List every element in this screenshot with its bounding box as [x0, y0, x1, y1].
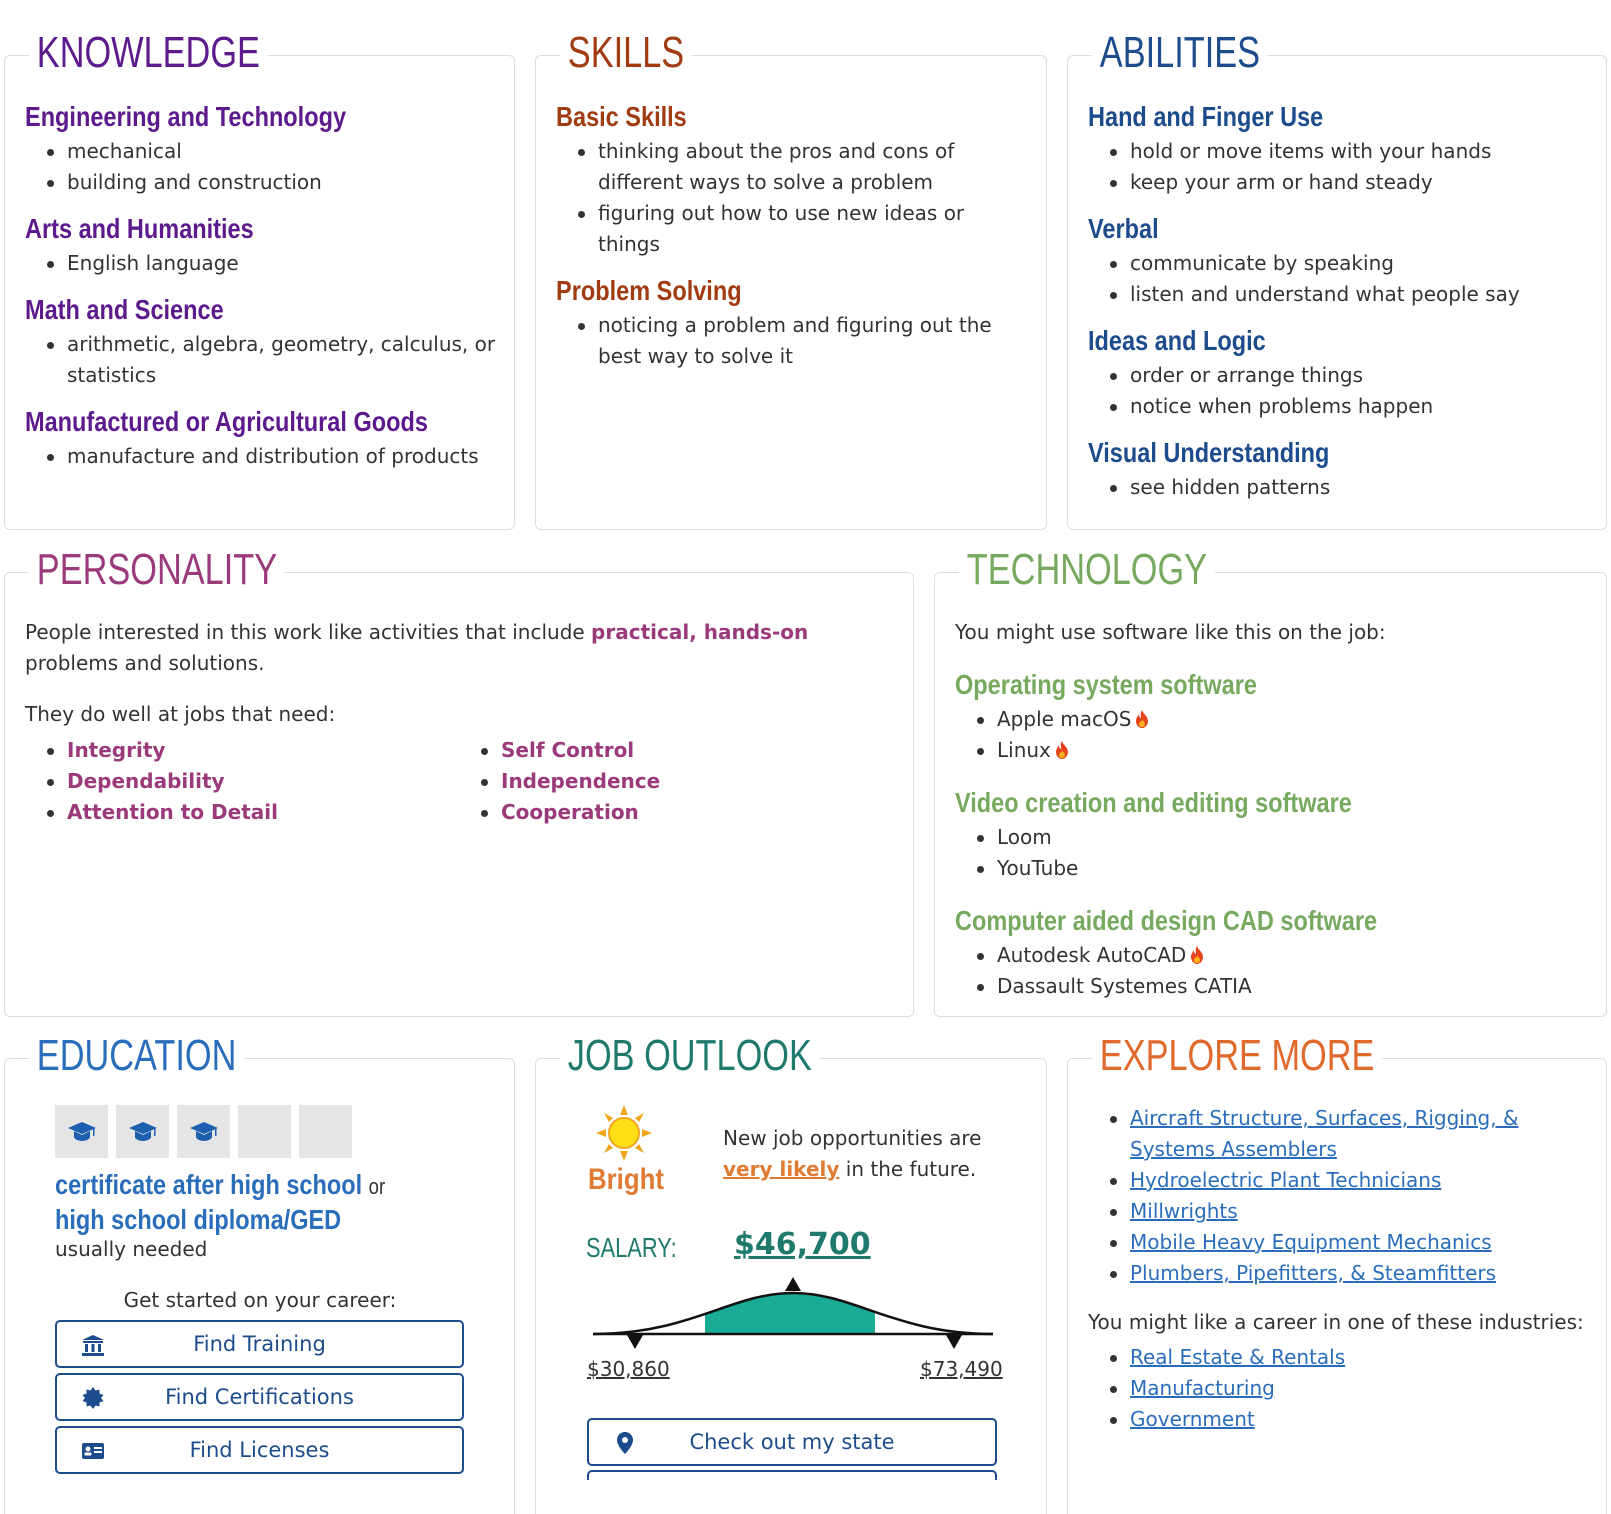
knowledge-item-list — [25, 441, 500, 472]
list-item: figuring out how to use new ideas or things — [598, 198, 1032, 260]
find-licenses-label: Find Licenses — [189, 1438, 330, 1462]
intro-text-end: problems and solutions. — [25, 651, 265, 675]
list-item: order or arrange things — [1130, 360, 1592, 391]
traits-column-1 — [25, 735, 459, 828]
education-level-primary: certificate after high school — [55, 1169, 363, 1200]
knowledge-card — [4, 28, 515, 530]
list-item — [1130, 1258, 1592, 1289]
trait-self-control: Self Control — [501, 735, 893, 766]
graduation-cap-icon — [177, 1105, 230, 1158]
knowledge-item-list — [25, 248, 500, 279]
technology-intro: You might use software like this on the job: — [955, 620, 1386, 644]
software-name: Autodesk AutoCAD — [997, 943, 1187, 967]
technology-category-computer-aided-design-cad-software: Computer aided design CAD software — [955, 905, 1378, 936]
trait-dependability: Dependability — [67, 766, 459, 797]
outlook-text-after: in the future. — [839, 1157, 977, 1181]
list-item: listen and understand what people say — [1130, 279, 1592, 310]
software-item — [997, 971, 1592, 1002]
knowledge-category-math-and-science: Math and Science — [25, 294, 224, 325]
bank-icon — [81, 1334, 105, 1356]
list-item: English language — [67, 248, 500, 279]
abilities-category-verbal: Verbal — [1088, 213, 1159, 244]
outlook-text — [723, 1123, 1028, 1185]
abilities-item-list — [1088, 360, 1592, 422]
software-item — [997, 735, 1592, 766]
education-level-empty — [238, 1105, 291, 1158]
list-item: mechanical — [67, 136, 500, 167]
link-millwrights[interactable]: Millwrights — [1130, 1199, 1238, 1223]
software-name: YouTube — [997, 856, 1079, 880]
skills-item-list — [556, 136, 1032, 260]
explore-more-card — [1067, 1031, 1607, 1514]
knowledge-category-manufactured-or-agricultural-goods: Manufactured or Agricultural Goods — [25, 406, 428, 437]
needs-label: They do well at jobs that need: — [25, 702, 336, 726]
technology-item-list — [955, 704, 1592, 766]
education-title: EDUCATION — [29, 1029, 244, 1083]
education-level-empty — [299, 1105, 352, 1158]
explore-more-title: EXPLORE MORE — [1092, 1029, 1382, 1083]
technology-item-list — [955, 940, 1592, 1002]
skills-title: SKILLS — [560, 26, 692, 80]
graduation-cap-icon — [116, 1105, 169, 1158]
next-button-edge[interactable] — [587, 1470, 997, 1480]
skills-item-list — [556, 310, 1032, 372]
technology-item-list — [955, 822, 1592, 884]
trait-integrity: Integrity — [67, 735, 459, 766]
list-item — [1130, 1103, 1592, 1165]
list-item — [1130, 1227, 1592, 1258]
list-item: notice when problems happen — [1130, 391, 1592, 422]
salary-median[interactable]: $46,700 — [734, 1227, 871, 1262]
salary-low[interactable]: $30,860 — [587, 1357, 670, 1381]
trait-attention-to-detail: Attention to Detail — [67, 797, 459, 828]
list-item: noticing a problem and figuring out the best way to solve it — [598, 310, 1032, 372]
education-or: or — [368, 1174, 386, 1199]
median-marker — [785, 1277, 801, 1291]
personality-intro — [25, 617, 893, 679]
hot-technology-icon — [1055, 741, 1069, 759]
software-name: Loom — [997, 825, 1052, 849]
link-government[interactable]: Government — [1130, 1407, 1255, 1431]
knowledge-list — [25, 100, 500, 472]
software-item — [997, 853, 1592, 884]
software-item — [997, 822, 1592, 853]
trait-cooperation: Cooperation — [501, 797, 893, 828]
badge-icon — [81, 1387, 105, 1409]
very-likely-link[interactable]: very likely — [723, 1157, 840, 1181]
check-state-label: Check out my state — [689, 1430, 895, 1454]
find-certifications-label: Find Certifications — [165, 1385, 354, 1409]
education-level-meter — [55, 1105, 448, 1158]
abilities-list — [1088, 100, 1592, 503]
graduation-cap-icon — [128, 1120, 158, 1144]
list-item — [1130, 1342, 1592, 1373]
graduation-cap-icon — [189, 1120, 219, 1144]
abilities-category-ideas-and-logic: Ideas and Logic — [1088, 325, 1266, 356]
software-name: Dassault Systemes CATIA — [997, 974, 1252, 998]
link-mobile-heavy-equipment-mechanics[interactable]: Mobile Heavy Equipment Mechanics — [1130, 1230, 1492, 1254]
hot-technology-icon — [1190, 946, 1204, 964]
education-needed: usually needed — [55, 1237, 208, 1261]
list-item — [1130, 1373, 1592, 1404]
graduation-cap-icon — [67, 1120, 97, 1144]
job-outlook-card — [535, 1031, 1047, 1514]
skills-card — [535, 28, 1047, 530]
abilities-category-hand-and-finger-use: Hand and Finger Use — [1088, 101, 1324, 132]
list-item: manufacture and distribution of products — [67, 441, 500, 472]
technology-list — [955, 668, 1592, 1002]
hot-technology-icon — [1135, 710, 1149, 728]
get-started-label: Get started on your career: — [123, 1288, 397, 1312]
related-careers-list — [1088, 1103, 1592, 1289]
map-pin-icon — [613, 1432, 637, 1454]
skills-category-problem-solving: Problem Solving — [556, 275, 742, 306]
skills-list — [556, 100, 1032, 372]
list-item: thinking about the pros and cons of different ways to solve a problem — [598, 136, 1032, 198]
salary-high[interactable]: $73,490 — [920, 1357, 1003, 1381]
technology-category-video-creation-and-editing-software: Video creation and editing software — [955, 787, 1352, 818]
education-level-secondary: high school diploma/GED — [55, 1204, 342, 1235]
find-training-label: Find Training — [193, 1332, 326, 1356]
personality-card — [4, 545, 914, 1017]
abilities-category-visual-understanding: Visual Understanding — [1088, 437, 1330, 468]
low-marker — [627, 1335, 643, 1349]
software-name: Linux — [997, 738, 1051, 762]
software-name: Apple macOS — [997, 707, 1132, 731]
salary-label: SALARY: — [586, 1232, 677, 1263]
job-outlook-title: JOB OUTLOOK — [560, 1029, 820, 1083]
sun-icon — [596, 1105, 652, 1161]
id-card-icon — [81, 1440, 105, 1462]
technology-category-operating-system-software: Operating system software — [955, 669, 1257, 700]
check-state-button[interactable] — [587, 1418, 997, 1466]
abilities-item-list — [1088, 248, 1592, 310]
skills-category-basic-skills: Basic Skills — [556, 101, 687, 132]
knowledge-item-list — [25, 329, 500, 391]
salary-distribution-chart — [591, 1273, 995, 1353]
abilities-card — [1067, 28, 1607, 530]
outlook-rating: Bright — [588, 1163, 664, 1196]
education-level — [55, 1168, 448, 1236]
link-plumbers-pipefitters-steamfitters[interactable]: Plumbers, Pipefitters, & Steamfitters — [1130, 1261, 1497, 1285]
link-manufacturing[interactable]: Manufacturing — [1130, 1376, 1275, 1400]
list-item — [1130, 1165, 1592, 1196]
high-marker — [946, 1335, 962, 1349]
outlook-text-before: New job opportunities are — [723, 1126, 982, 1150]
find-certifications-button[interactable] — [55, 1373, 464, 1421]
knowledge-category-engineering-and-technology: Engineering and Technology — [25, 101, 347, 132]
trait-independence: Independence — [501, 766, 893, 797]
graduation-cap-icon — [55, 1105, 108, 1158]
traits-column-2 — [459, 735, 893, 828]
personality-title: PERSONALITY — [29, 543, 285, 597]
knowledge-category-arts-and-humanities: Arts and Humanities — [25, 213, 254, 244]
link-hydroelectric-plant-technicians[interactable]: Hydroelectric Plant Technicians — [1130, 1168, 1442, 1192]
list-item: building and construction — [67, 167, 500, 198]
link-real-estate-rentals[interactable]: Real Estate & Rentals — [1130, 1345, 1346, 1369]
find-licenses-button[interactable] — [55, 1426, 464, 1474]
industries-label: You might like a career in one of these industries: — [1088, 1310, 1584, 1334]
abilities-title: ABILITIES — [1092, 26, 1268, 80]
traits-list — [25, 735, 893, 828]
software-item — [997, 704, 1592, 735]
education-card — [4, 1031, 515, 1514]
intro-text: People interested in this work like activities that include — [25, 620, 592, 644]
personality-highlight: practical, hands-on — [591, 620, 809, 644]
technology-card — [934, 545, 1607, 1017]
software-item — [997, 940, 1592, 971]
list-item: communicate by speaking — [1130, 248, 1592, 279]
list-item: see hidden patterns — [1130, 472, 1592, 503]
knowledge-item-list — [25, 136, 500, 198]
knowledge-title: KNOWLEDGE — [29, 26, 268, 80]
list-item — [1130, 1196, 1592, 1227]
industries-list — [1088, 1342, 1592, 1435]
list-item: keep your arm or hand steady — [1130, 167, 1592, 198]
abilities-item-list — [1088, 136, 1592, 198]
link-aircraft-structure-surfaces-rigging-systems-assemblers[interactable]: Aircraft Structure, Surfaces, Rigging, & Systems Assemblers — [1130, 1106, 1519, 1161]
find-training-button[interactable] — [55, 1320, 464, 1368]
list-item: hold or move items with your hands — [1130, 136, 1592, 167]
technology-title: TECHNOLOGY — [959, 543, 1215, 597]
list-item — [1130, 1404, 1592, 1435]
abilities-item-list — [1088, 472, 1592, 503]
list-item: arithmetic, algebra, geometry, calculus, or statistics — [67, 329, 500, 391]
